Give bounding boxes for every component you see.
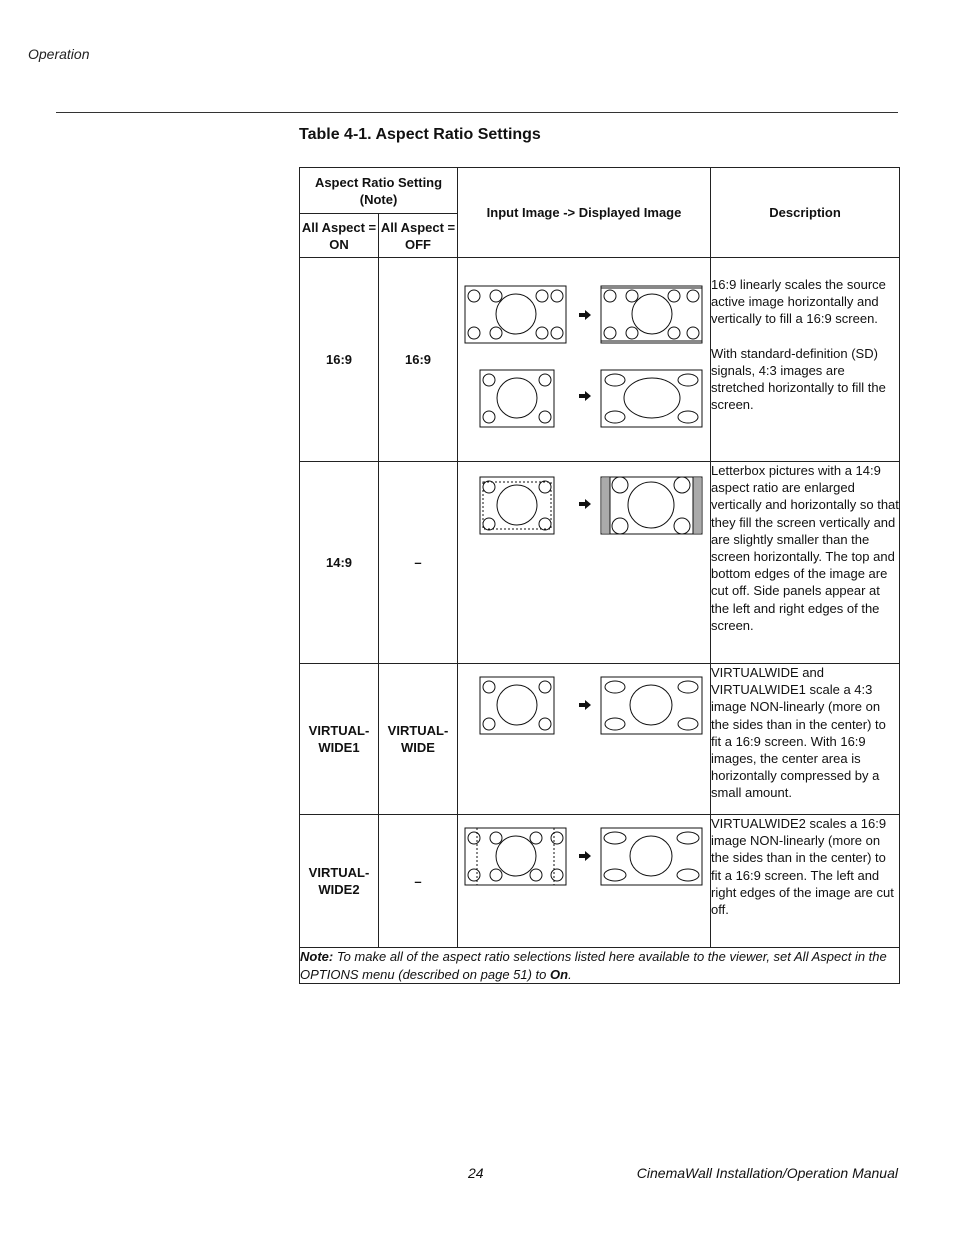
- description-cell: [711, 258, 900, 462]
- setting-on: VIRTUAL- WIDE2: [300, 815, 379, 948]
- setting-on: 16:9: [300, 258, 379, 462]
- setting-off: –: [379, 462, 458, 664]
- table-row: [300, 258, 900, 462]
- note-text: To make all of the aspect ratio selections listed here available to the viewer, set All Aspect in the OPTIONS menu (described on page 51) to: [300, 949, 887, 982]
- table-row: [300, 462, 900, 664]
- setting-on: 14:9: [300, 462, 379, 664]
- header-description: Description: [711, 168, 900, 258]
- screen-diagram: [458, 664, 711, 814]
- description-cell: [711, 815, 900, 948]
- header-aspect-ratio-setting: Aspect Ratio Setting (Note): [300, 168, 458, 214]
- description-text: VIRTUALWIDE2 scales a 16:9 image NON-linearly (more on the sides than in the center) to fit a 16:9 screen. The left and right edges of the image are cut off.: [711, 816, 894, 918]
- setting-off: VIRTUAL- WIDE: [379, 664, 458, 815]
- image-cell: [458, 815, 711, 948]
- table-row: [300, 664, 900, 815]
- setting-off: 16:9: [379, 258, 458, 462]
- description-text: Letterbox pictures with a 14:9 aspect ratio are enlarged vertically and horizontally so that they fill the screen vertically and are slightly smaller than the screen horizontally. The top and bottom edges of the image are cut off. Side panels appear at the left and right edges of the screen.: [711, 463, 899, 633]
- note-end: .: [568, 966, 572, 982]
- table-title: Table 4-1. Aspect Ratio Settings: [299, 126, 541, 143]
- note-emphasis: On: [550, 966, 569, 982]
- description-text: With standard-definition (SD) signals, 4:3 images are stretched horizontally to fill the screen.: [711, 345, 886, 413]
- description-cell: [711, 462, 900, 664]
- screen-diagram: [458, 815, 711, 947]
- description-text: 16:9 linearly scales the source active image horizontally and vertically to fill a 16:9 screen.: [711, 277, 886, 327]
- manual-title: CinemaWall Installation/Operation Manual: [636, 1165, 898, 1181]
- aspect-ratio-table: [299, 167, 900, 984]
- arrow-right-icon: [579, 851, 591, 861]
- note-row: [300, 948, 900, 984]
- header-input-displayed: Input Image -> Displayed Image: [458, 168, 711, 258]
- arrow-right-icon: [579, 499, 591, 509]
- table-note: [300, 948, 900, 984]
- description-cell: [711, 664, 900, 815]
- image-cell: [458, 462, 711, 664]
- header-divider: [56, 112, 898, 113]
- setting-on: VIRTUAL- WIDE1: [300, 664, 379, 815]
- description-text: VIRTUALWIDE and VIRTUALWIDE1 scale a 4:3 image NON-linearly (more on the sides than in the center) to fit a 16:9 screen. With 16:9 images, the center area is horizontally compressed by a small amount.: [711, 665, 886, 801]
- note-label: Note:: [300, 949, 334, 964]
- screen-diagram: [458, 258, 711, 461]
- page-number: 24: [468, 1165, 484, 1181]
- arrow-right-icon: [579, 391, 591, 401]
- image-cell: [458, 664, 711, 815]
- setting-off: –: [379, 815, 458, 948]
- running-header: Operation: [28, 46, 90, 62]
- header-all-aspect-off: All Aspect = OFF: [379, 214, 458, 258]
- table-row: [300, 815, 900, 948]
- arrow-right-icon: [579, 310, 591, 320]
- header-all-aspect-on: All Aspect = ON: [300, 214, 379, 258]
- image-cell: [458, 258, 711, 462]
- arrow-right-icon: [579, 700, 591, 710]
- screen-diagram: [458, 462, 711, 663]
